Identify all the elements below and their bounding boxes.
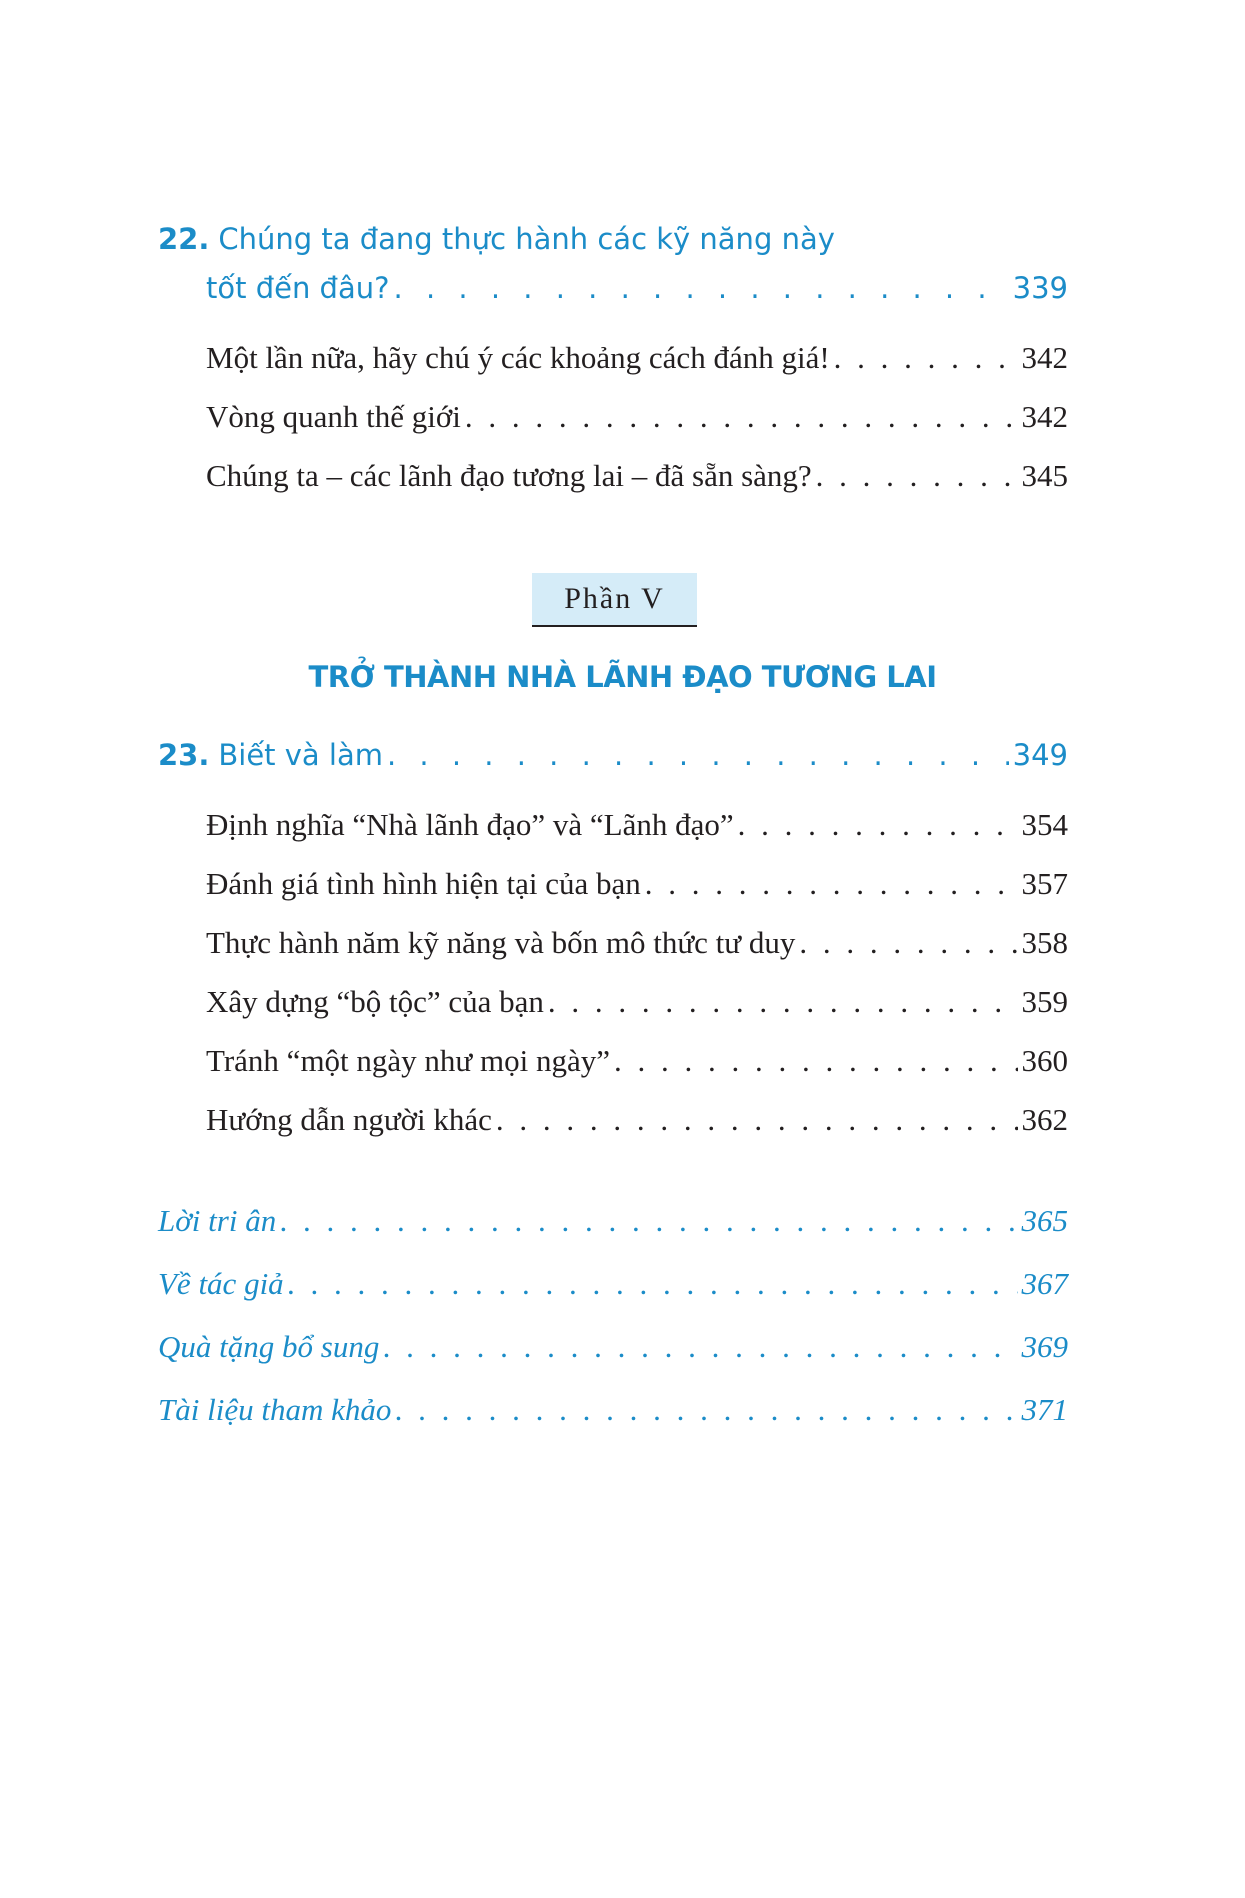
chapter-23-entry[interactable] [158,738,1068,772]
part-label: Phần V [532,573,697,627]
chapter-23-page: 349 [1012,738,1068,772]
section-page: 342 [1021,340,1068,375]
toc-section-entry[interactable] [206,340,1068,376]
section-page: 354 [1021,807,1068,842]
toc-section-entry[interactable] [206,458,1068,494]
dot-leader [738,807,1018,843]
backmatter-page: 367 [1021,1266,1068,1301]
dot-leader [465,399,1018,435]
toc-section-entry[interactable] [206,399,1068,435]
backmatter-entry[interactable] [158,1266,1068,1302]
section-page: 362 [1021,1102,1068,1137]
toc-section-entry[interactable] [206,866,1068,902]
dot-leader [799,925,1017,961]
dot-leader [614,1043,1018,1079]
section-page: 359 [1021,984,1068,1019]
backmatter-title: Về tác giả [158,1266,284,1301]
dot-leader [387,738,1009,772]
backmatter-page: 371 [1021,1392,1068,1427]
chapter-22-title-text: Chúng ta đang thực hành các kỹ năng này [218,222,835,256]
toc-section-entry[interactable] [206,1102,1068,1138]
section-page: 358 [1021,925,1068,960]
dot-leader [816,458,1018,494]
chapter-22-title-line2: tốt đến đâu? [206,271,390,305]
section-title: Xây dựng “bộ tộc” của bạn [206,984,544,1019]
backmatter-title: Tài liệu tham khảo [158,1392,392,1427]
dot-leader [395,1392,1017,1428]
section-title: Thực hành năm kỹ năng và bốn mô thức tư duy [206,925,796,960]
section-title: Đánh giá tình hình hiện tại của bạn [206,866,641,901]
backmatter-entry[interactable] [158,1329,1068,1365]
section-title: Tránh “một ngày như mọi ngày” [206,1043,610,1078]
section-title: Chúng ta – các lãnh đạo tương lai – đã sẵn sàng? [206,458,812,493]
section-page: 345 [1021,458,1068,493]
section-title: Một lần nữa, hãy chú ý các khoảng cách đánh giá! [206,340,830,375]
toc-section-entry[interactable] [206,984,1068,1020]
section-page: 357 [1021,866,1068,901]
backmatter-page: 369 [1021,1329,1068,1364]
toc-section-entry[interactable] [206,925,1068,961]
backmatter-title: Lời tri ân [158,1203,277,1238]
section-title: Vòng quanh thế giới [206,399,461,434]
backmatter-entry[interactable] [158,1392,1068,1428]
backmatter-title: Quà tặng bổ sung [158,1329,380,1364]
toc-section-entry[interactable] [206,807,1068,843]
chapter-22-number: 22. [158,222,210,256]
dot-leader [496,1102,1018,1138]
dot-leader [288,1266,1018,1302]
chapter-22-page: 339 [1012,271,1068,305]
backmatter-page: 365 [1021,1203,1068,1238]
dot-leader [383,1329,1017,1365]
chapter-23-title: Biết và làm [218,738,383,772]
dot-leader [394,271,1009,305]
dot-leader [645,866,1018,902]
dot-leader [280,1203,1017,1239]
toc-section-entry[interactable] [206,1043,1068,1079]
part-title[interactable]: TRỞ THÀNH NHÀ LÃNH ĐẠO TƯƠNG LAI [308,660,937,694]
chapter-22-entry[interactable] [206,271,1068,305]
chapter-22-title-line1[interactable] [158,222,835,256]
section-page: 342 [1021,399,1068,434]
section-page: 360 [1021,1043,1068,1078]
section-title: Định nghĩa “Nhà lãnh đạo” và “Lãnh đạo” [206,807,734,842]
backmatter-entry[interactable] [158,1203,1068,1239]
dot-leader [548,984,1018,1020]
chapter-23-number: 23. [158,738,210,772]
section-title: Hướng dẫn người khác [206,1102,492,1137]
dot-leader [834,340,1018,376]
